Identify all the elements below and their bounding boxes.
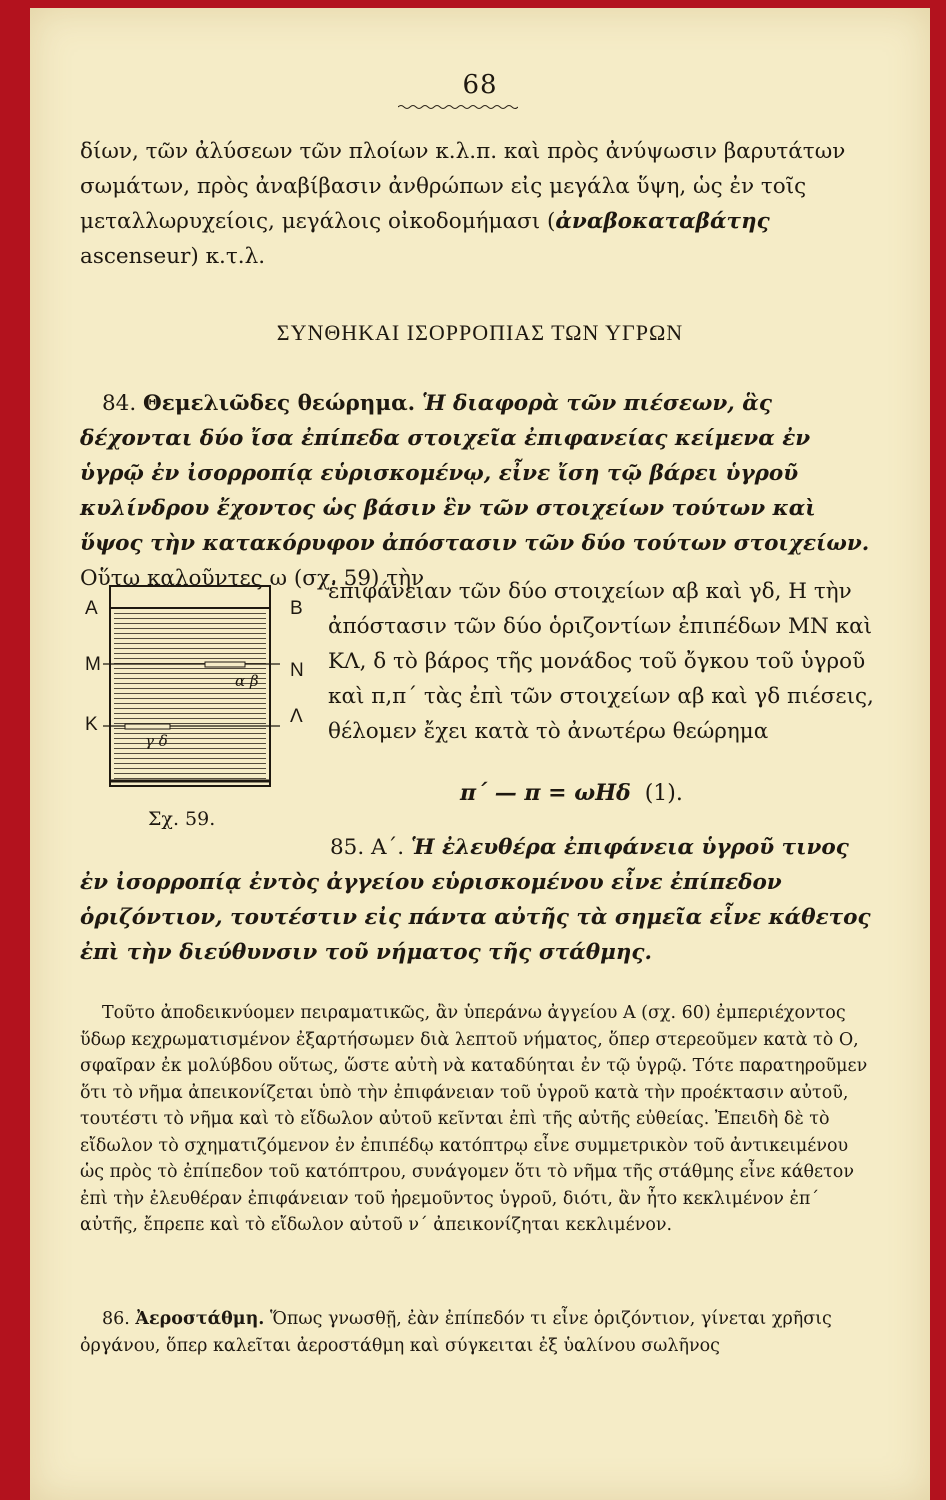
label-B: Β bbox=[290, 598, 303, 619]
figure-59 bbox=[85, 576, 315, 816]
label-N: Ν bbox=[290, 660, 304, 681]
section-84-title: Θεμελιῶδες θεώρημα. bbox=[143, 391, 416, 416]
section-heading: ΣΥΝΘΗΚΑΙ ΙΣΟΡΡΟΠΙΑΣ ΤΩΝ ΥΓΡΩΝ bbox=[276, 320, 684, 345]
section-86-paragraph: 86. Ἀεροστάθμη. Ὅπως γνωσθῇ, ἐὰν ἐπίπεδόν τι εἶνε ὁριζόντιον, γίνεται χρῆσις ὀργάνου, ὅπερ καλεῖται ἀεροστάθμη καὶ σύγκειται ἐξ ὑαλίνου σωλῆνος bbox=[80, 1309, 832, 1356]
formula-1: π΄ — π = ωΗδ (1). bbox=[460, 780, 683, 806]
section-84-body: ἐπιφάνειαν τῶν δύο στοιχείων αβ καὶ γδ, Η τὴν ἀπόστασιν τῶν δύο ὁριζοντίων ἐπιπέδων ΜΝ καὶ ΚΛ, δ τὸ βάρος τῆς μονάδος τοῦ ὄγκου τοῦ ὑγροῦ καὶ π,π΄ τὰς ἐπὶ τῶν στοιχείων αβ καὶ γδ πιέσεις, θέλομεν ἔχει κατὰ τὸ ἀνωτέρω θεώρημα bbox=[328, 579, 874, 744]
section-84-number: 84. bbox=[102, 391, 137, 416]
section-85-number: 85. Α΄. bbox=[330, 835, 405, 860]
ornament-wave bbox=[398, 104, 518, 110]
label-gd: γ δ bbox=[145, 732, 168, 750]
section-84-paragraph: 84. Θεμελιῶδες θεώρημα. Ἡ διαφορὰ τῶν πιέσεων, ἃς δέχονται δύο ἴσα ἐπίπεδα στοιχεῖα ἐπιφανείας κείμενα ἐν ὑγρῷ ἐν ἰσορροπίᾳ εὑρισκομένῳ, εἶνε ἴση τῷ βάρει ὑγροῦ κυλίνδρου ἔχοντος ὡς βάσιν ἓν τῶν στοιχείων τούτων καὶ ὕψος τὴν κατακόρυφον ἀπόστασιν τῶν δύο τούτων στοιχείων. Οὕτω καλοῦντες ω (σχ. 59) τὴν bbox=[80, 391, 870, 591]
intro-paragraph: δίων, τῶν ἀλύσεων τῶν πλοίων κ.λ.π. καὶ πρὸς ἀνύψωσιν βαρυτάτων σωμάτων, πρὸς ἀναβίβασιν ἀνθρώπων εἰς μεγάλα ὕψη, ὡς ἐν τοῖς μεταλλωρυχείοις, μεγάλοις οἰκοδομήμασι (ἀναβοκαταβάτης ascenseur) κ.τ.λ. bbox=[80, 139, 846, 269]
experiment-paragraph: Τοῦτο ἀποδεικνύομεν πειραματικῶς, ἂν ὑπεράνω ἀγγείου Α (σχ. 60) ἐμπεριέχοντος ὕδωρ κεχρωματισμένον ἐξαρτήσωμεν διὰ λεπτοῦ νήματος, ὅπερ στερεοῦμεν κατὰ τὸ Ο, σφαῖραν ἐκ μολύβδου οὕτως, ὥστε αὐτὴ νὰ καταδύηται ἐν τῷ ὑγρῷ. Τότε παρατηροῦμεν ὅτι τὸ νῆμα ἀπεικονίζεται ὑπὸ τὴν ἐπιφάνειαν τοῦ ὑγροῦ κατὰ τὴν προέκτασιν αὐτοῦ, τουτέστι τὸ νῆμα καὶ τὸ εἴδωλον αὐτοῦ κεῖνται ἐπὶ τῆς αὐτῆς εὐθείας. Ἐπειδὴ δὲ τὸ εἴδωλον τὸ σχηματιζόμενον ἐν ἐπιπέδῳ κατόπτρῳ εἶνε συμμετρικὸν τοῦ ἀντικειμένου ὡς πρὸς τὸ ἐπίπεδον τοῦ κατόπτρου, συνάγομεν ὅτι τὸ νῆμα τῆς στάθμης εἶνε κάθετον ἐπὶ τὴν ἐλευθέραν ἐπιφάνειαν τοῦ ἠρεμοῦντος ὑγροῦ, διότι, ἂν ἦτο κεκλιμένον ἐπ΄ αὐτῆς, ἔπρεπε καὶ τὸ εἴδωλον αὐτοῦ ν΄ ἀπεικονίζηται κεκλιμένον. bbox=[80, 1003, 868, 1235]
section-85-theorem: Ἡ ἐλευθέρα ἐπιφάνεια ὑγροῦ τινος ἐν ἰσορροπίᾳ ἐντὸς ἀγγείου εὑρισκομένου εἶνε ἐπίπεδον ὁριζόντιον, τουτέστιν εἰς πάντα αὐτῆς τὰ σημεῖα εἶνε κάθετος ἐπὶ τὴν διεύθυνσιν τοῦ νήματος τῆς στάθμης. bbox=[80, 835, 871, 965]
section-85-paragraph bbox=[80, 830, 875, 970]
label-M: Μ bbox=[85, 654, 101, 675]
label-L: Λ bbox=[290, 706, 303, 727]
section-86-number: 86. bbox=[102, 1309, 130, 1329]
page-number: 68 bbox=[462, 70, 498, 100]
page bbox=[30, 8, 930, 1500]
label-ab: α β bbox=[235, 672, 259, 690]
label-K: Κ bbox=[85, 714, 98, 735]
vessel-diagram bbox=[85, 576, 315, 801]
section-86-title: Ἀεροστάθμη. bbox=[135, 1309, 265, 1329]
section-84-theorem: Ἡ διαφορὰ τῶν πιέσεων, ἃς δέχονται δύο ἴσα ἐπίπεδα στοιχεῖα ἐπιφανείας κείμενα ἐν ὑγρῷ ἐν ἰσορροπίᾳ εὑρισκομένῳ, εἶνε ἴση τῷ βάρει ὑγροῦ κυλίνδρου ἔχοντος ὡς βάσιν ἓν τῶν στοιχείων τούτων καὶ ὕψος τὴν κατακόρυφον ἀπόστασιν τῶν δύο τούτων στοιχείων. bbox=[80, 391, 870, 556]
figure-caption: Σχ. 59. bbox=[148, 808, 216, 830]
label-A: Α bbox=[85, 598, 98, 619]
